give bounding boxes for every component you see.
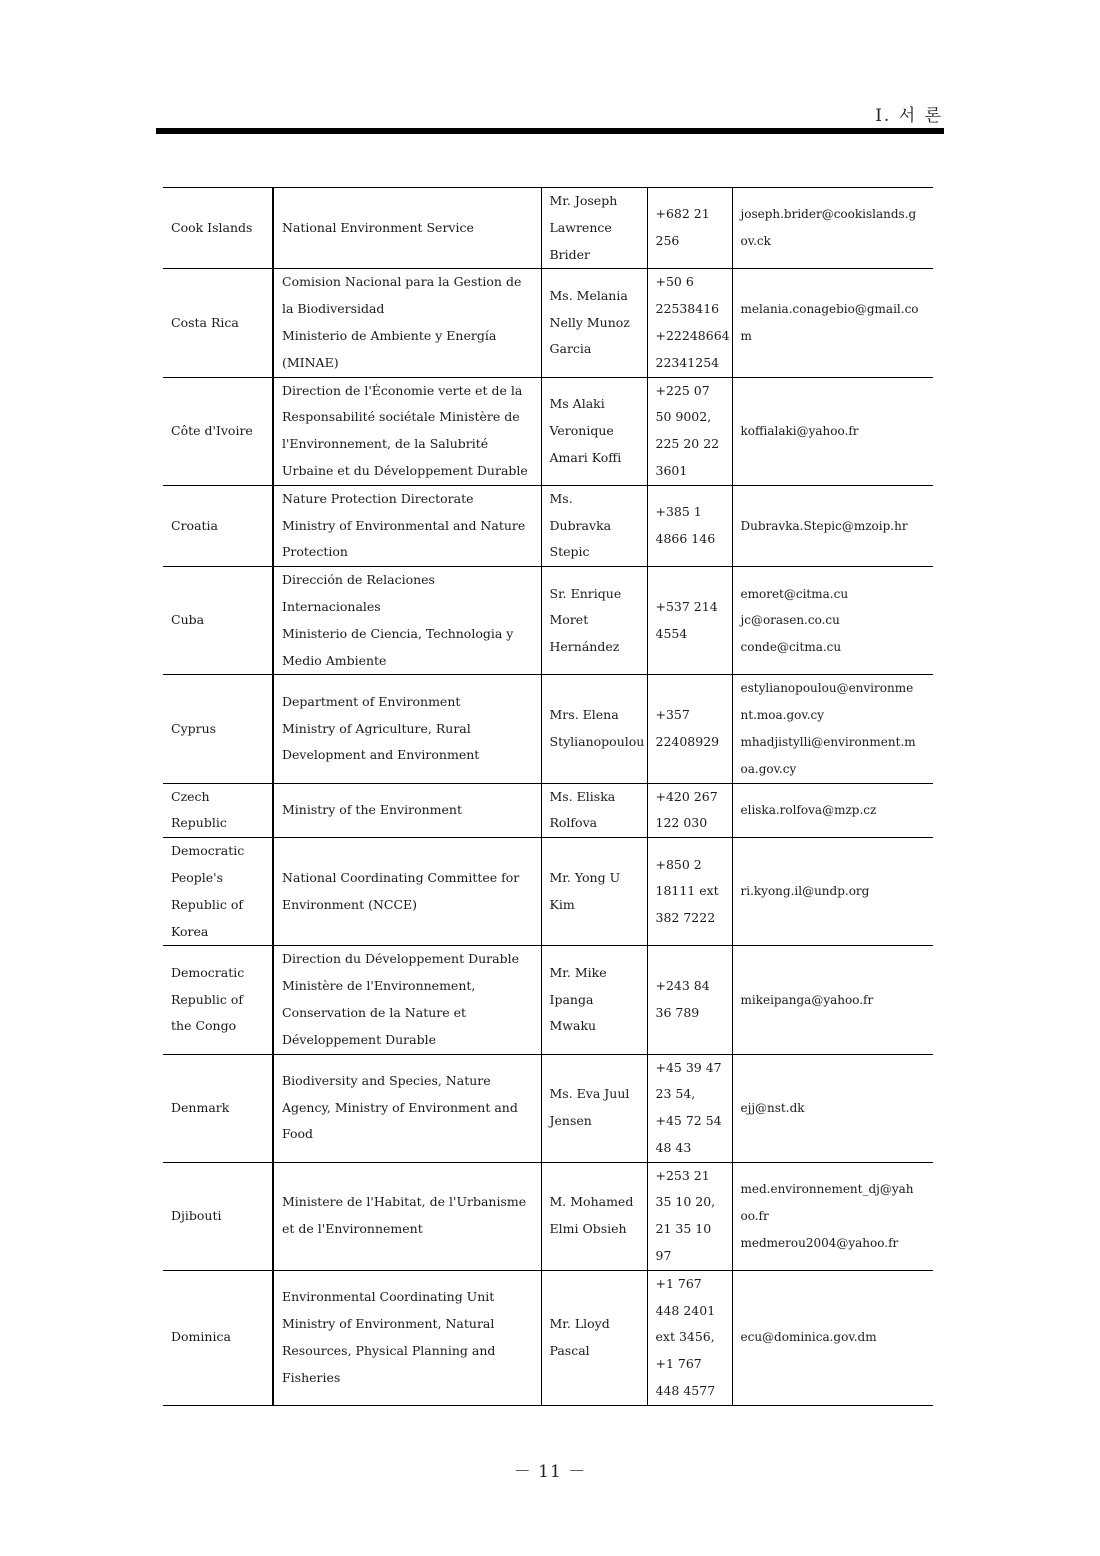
email-cell-line: m: [740, 328, 752, 343]
table-row: [163, 567, 933, 675]
agency-cell: [273, 1054, 541, 1162]
phone-cell: [647, 188, 732, 269]
agency-cell-line: National Environment Service: [282, 219, 474, 235]
country-cell-line: Cook Islands: [171, 219, 253, 235]
phone-cell-line: +225 07: [655, 382, 710, 398]
table-row: [163, 946, 933, 1054]
contact-person-cell: [541, 1054, 647, 1162]
email-cell: [732, 567, 933, 675]
phone-cell-line: 35 10 20,: [655, 1194, 716, 1210]
agency-cell: [273, 675, 541, 783]
phone-cell-line: 122 030: [655, 815, 708, 831]
contact-person-cell-line: Mwaku: [549, 1018, 597, 1034]
contact-person-cell-line: Ms. Eliska: [549, 788, 616, 804]
country-cell-line: Denmark: [171, 1099, 230, 1115]
email-cell: [732, 377, 933, 485]
phone-cell-line: +420 267: [655, 788, 718, 804]
agency-cell-line: Agency, Ministry of Environment and: [282, 1099, 518, 1115]
country-cell-line: Dominica: [171, 1329, 231, 1345]
country-cell-line: Djibouti: [171, 1207, 222, 1223]
country-cell: [163, 567, 273, 675]
agency-cell-line: l'Environnement, de la Salubrité: [282, 436, 489, 452]
table-row: [163, 1270, 933, 1405]
email-cell-line: joseph.brider@cookislands.g: [740, 207, 917, 222]
phone-cell-line: 3601: [655, 462, 688, 478]
country-cell: [163, 1162, 273, 1270]
country-cell: [163, 838, 273, 946]
email-cell-line: oa.gov.cy: [740, 761, 797, 776]
contact-person-cell-line: Stylianopoulou: [549, 733, 645, 749]
agency-cell-line: Ministère de l'Environnement,: [282, 978, 476, 994]
phone-cell-line: +385 1: [655, 504, 702, 520]
phone-cell-line: +22248664: [655, 327, 730, 343]
section-title: I. 서 론: [875, 106, 943, 126]
contact-person-cell-line: Moret: [549, 612, 589, 628]
phone-cell-line: +357: [655, 707, 690, 723]
country-cell-line: Korea: [171, 923, 209, 939]
phone-cell-line: 21 35 10: [655, 1221, 712, 1237]
contact-person-cell: [541, 783, 647, 838]
email-cell-line: nt.moa.gov.cy: [740, 708, 825, 723]
table-row: [163, 838, 933, 946]
agency-cell-line: Food: [282, 1126, 314, 1142]
contact-person-cell-line: Mr. Lloyd: [549, 1316, 610, 1332]
email-cell-line: ecu@dominica.gov.dm: [740, 1330, 877, 1345]
country-cell: [163, 377, 273, 485]
contact-person-cell: [541, 838, 647, 946]
contact-person-cell-line: Veronique: [549, 422, 614, 438]
country-cell: [163, 188, 273, 269]
country-cell-line: the Congo: [171, 1018, 237, 1034]
country-cell-line: People's: [171, 869, 224, 885]
email-cell-line: emoret@citma.cu: [740, 586, 849, 601]
contact-person-cell-line: Dubravka: [549, 517, 612, 533]
contact-person-cell-line: Stepic: [549, 544, 590, 560]
contact-person-cell-line: Mr. Mike: [549, 964, 607, 980]
phone-cell-line: +45 39 47: [655, 1059, 722, 1075]
contact-person-cell-line: Ipanga: [549, 991, 594, 1007]
country-cell: [163, 783, 273, 838]
contact-person-cell-line: Ms.: [549, 490, 573, 506]
email-cell-line: conde@citma.cu: [740, 640, 842, 655]
header-rule: [156, 128, 944, 134]
country-cell: [163, 675, 273, 783]
agency-cell-line: Biodiversity and Species, Nature: [282, 1072, 491, 1088]
country-cell: [163, 1054, 273, 1162]
email-cell: [732, 269, 933, 377]
agency-cell: [273, 377, 541, 485]
email-cell-line: jc@orasen.co.cu: [740, 613, 840, 628]
contact-person-cell-line: Ms Alaki: [549, 395, 605, 411]
agency-cell: [273, 1162, 541, 1270]
email-cell-line: ejj@nst.dk: [740, 1100, 805, 1115]
email-cell-line: med.environnement_dj@yah: [740, 1182, 914, 1197]
country-cell-line: Republic of: [171, 896, 243, 912]
agency-cell-line: Ministerio de Ciencia, Technologia y: [282, 625, 514, 641]
contact-person-cell-line: Amari Koffi: [549, 449, 622, 465]
table-row: [163, 377, 933, 485]
phone-cell: [647, 1270, 732, 1405]
phone-cell: [647, 269, 732, 377]
phone-cell-line: +682 21: [655, 206, 710, 222]
agency-cell-line: Resources, Physical Planning and: [282, 1342, 496, 1358]
phone-cell-line: +243 84: [655, 978, 710, 994]
contact-person-cell: [541, 377, 647, 485]
email-cell-line: koffialaki@yahoo.fr: [740, 423, 859, 438]
phone-cell-line: 23 54,: [655, 1086, 696, 1102]
agency-cell: [273, 188, 541, 269]
phone-cell-line: 50 9002,: [655, 409, 712, 425]
agency-cell: [273, 485, 541, 566]
agency-cell-line: Comision Nacional para la Gestion de: [282, 274, 522, 290]
email-cell: [732, 1162, 933, 1270]
agency-cell-line: Direction de l'Économie verte et de la: [282, 382, 523, 398]
agency-cell-line: Direction du Développement Durable: [282, 951, 519, 967]
phone-cell-line: 36 789: [655, 1004, 700, 1020]
contact-person-cell: [541, 675, 647, 783]
phone-cell: [647, 675, 732, 783]
country-cell: [163, 485, 273, 566]
page-number: － 11 －: [513, 1462, 587, 1482]
agency-cell-line: Ministere de l'Habitat, de l'Urbanisme: [282, 1194, 527, 1210]
agency-cell: [273, 269, 541, 377]
phone-cell-line: +253 21: [655, 1167, 710, 1183]
contact-person-cell-line: Ms. Melania: [549, 287, 628, 303]
agency-cell-line: Medio Ambiente: [282, 652, 387, 668]
email-cell-line: medmerou2004@yahoo.fr: [740, 1235, 899, 1250]
agency-cell-line: Environment (NCCE): [282, 896, 418, 912]
agency-cell-line: National Coordinating Committee for: [282, 869, 520, 885]
phone-cell-line: +1 767: [655, 1275, 702, 1291]
country-cell-line: Democratic: [171, 964, 245, 980]
contacts-table: [163, 187, 933, 1406]
email-cell-line: ov.ck: [740, 234, 771, 249]
contact-person-cell: [541, 946, 647, 1054]
contact-person-cell: [541, 188, 647, 269]
country-cell-line: Costa Rica: [171, 314, 239, 330]
contact-person-cell-line: Hernández: [549, 639, 620, 655]
phone-cell: [647, 838, 732, 946]
email-cell-line: estylianopoulou@environme: [740, 681, 914, 696]
phone-cell-line: 256: [655, 233, 680, 249]
phone-cell-line: 448 2401: [655, 1302, 716, 1318]
contact-person-cell: [541, 1162, 647, 1270]
country-cell-line: Czech: [171, 788, 210, 804]
email-cell-line: Dubravka.Stepic@mzoip.hr: [740, 518, 908, 533]
contact-person-cell-line: Pascal: [549, 1342, 590, 1358]
email-cell: [732, 946, 933, 1054]
phone-cell-line: 48 43: [655, 1139, 692, 1155]
country-cell-line: Republic of: [171, 991, 243, 1007]
agency-cell-line: Ministry of the Environment: [282, 801, 462, 817]
phone-cell-line: +850 2: [655, 856, 702, 872]
contact-person-cell: [541, 567, 647, 675]
contact-person-cell-line: Kim: [549, 896, 575, 912]
agency-cell-line: Nature Protection Directorate: [282, 490, 474, 506]
phone-cell-line: 448 4577: [655, 1383, 716, 1399]
email-cell-line: melania.conagebio@gmail.co: [740, 302, 919, 317]
table-row: [163, 1162, 933, 1270]
phone-cell: [647, 567, 732, 675]
contact-person-cell-line: Elmi Obsieh: [549, 1221, 627, 1237]
phone-cell: [647, 485, 732, 566]
table-row: [163, 783, 933, 838]
contact-person-cell-line: M. Mohamed: [549, 1194, 634, 1210]
email-cell: [732, 783, 933, 838]
phone-cell-line: 225 20 22: [655, 436, 720, 452]
country-cell: [163, 946, 273, 1054]
email-cell-line: mhadjistylli@environment.m: [740, 734, 916, 749]
agency-cell: [273, 783, 541, 838]
country-cell-line: Cuba: [171, 612, 205, 628]
agency-cell-line: Environmental Coordinating Unit: [282, 1289, 495, 1305]
agency-cell: [273, 1270, 541, 1405]
phone-cell-line: 22538416: [655, 301, 720, 317]
phone-cell-line: 4866 146: [655, 530, 716, 546]
agency-cell-line: Ministry of Agriculture, Rural: [282, 720, 471, 736]
agency-cell-line: (MINAE): [282, 354, 339, 370]
agency-cell-line: Ministry of Environmental and Nature: [282, 517, 526, 533]
agency-cell-line: Conservation de la Nature et: [282, 1004, 467, 1020]
contact-person-cell: [541, 1270, 647, 1405]
agency-cell-line: Ministerio de Ambiente y Energía: [282, 327, 497, 343]
phone-cell-line: ext 3456,: [655, 1329, 715, 1345]
phone-cell: [647, 783, 732, 838]
agency-cell-line: Protection: [282, 544, 348, 560]
table-row: [163, 188, 933, 269]
agency-cell: [273, 838, 541, 946]
country-cell-line: Republic: [171, 815, 227, 831]
table-row: [163, 1054, 933, 1162]
contact-person-cell-line: Brider: [549, 246, 591, 262]
email-cell: [732, 188, 933, 269]
email-cell: [732, 675, 933, 783]
agency-cell-line: Fisheries: [282, 1369, 341, 1385]
contact-person-cell: [541, 485, 647, 566]
country-cell-line: Côte d'Ivoire: [171, 422, 253, 438]
contacts-table-body: [163, 188, 933, 1406]
country-cell-line: Croatia: [171, 517, 218, 533]
contact-person-cell-line: Garcia: [549, 341, 592, 357]
contact-person-cell-line: Rolfova: [549, 815, 598, 831]
contact-person-cell-line: Mr. Joseph: [549, 193, 618, 208]
phone-cell-line: 382 7222: [655, 910, 716, 926]
contact-person-cell-line: Ms. Eva Juul: [549, 1086, 630, 1102]
agency-cell-line: et de l'Environnement: [282, 1221, 423, 1237]
phone-cell: [647, 946, 732, 1054]
contact-person-cell-line: Nelly Munoz: [549, 314, 630, 330]
phone-cell-line: 18111 ext: [655, 883, 719, 899]
email-cell: [732, 485, 933, 566]
email-cell-line: eliska.rolfova@mzp.cz: [740, 802, 877, 817]
contact-person-cell-line: Mr. Yong U: [549, 869, 621, 885]
table-row: [163, 485, 933, 566]
agency-cell-line: Dirección de Relaciones: [282, 572, 435, 588]
agency-cell-line: Développement Durable: [282, 1031, 436, 1047]
agency-cell-line: Department of Environment: [282, 693, 461, 709]
phone-cell: [647, 377, 732, 485]
agency-cell-line: Internacionales: [282, 598, 381, 614]
email-cell: [732, 1270, 933, 1405]
country-cell-line: Cyprus: [171, 720, 217, 736]
email-cell: [732, 1054, 933, 1162]
contact-person-cell: [541, 269, 647, 377]
email-cell-line: ri.kyong.il@undp.org: [740, 884, 870, 899]
phone-cell-line: +1 767: [655, 1356, 702, 1372]
contact-person-cell-line: Jensen: [549, 1113, 592, 1129]
phone-cell-line: 22341254: [655, 354, 720, 370]
agency-cell-line: Urbaine et du Développement Durable: [282, 462, 528, 478]
phone-cell-line: 22408929: [655, 733, 720, 749]
phone-cell-line: +50 6: [655, 274, 694, 290]
email-cell-line: mikeipanga@yahoo.fr: [740, 992, 874, 1007]
phone-cell-line: 4554: [655, 625, 688, 641]
contact-person-cell-line: Sr. Enrique: [549, 585, 622, 601]
phone-cell-line: 97: [655, 1248, 672, 1264]
phone-cell: [647, 1162, 732, 1270]
table-row: [163, 269, 933, 377]
agency-cell-line: Development and Environment: [282, 747, 480, 763]
country-cell-line: Democratic: [171, 843, 245, 859]
phone-cell-line: +537 214: [655, 598, 718, 614]
country-cell: [163, 269, 273, 377]
table-row: [163, 675, 933, 783]
agency-cell-line: Ministry of Environment, Natural: [282, 1316, 495, 1332]
contact-person-cell-line: Mrs. Elena: [549, 707, 619, 723]
phone-cell: [647, 1054, 732, 1162]
country-cell: [163, 1270, 273, 1405]
agency-cell: [273, 946, 541, 1054]
agency-cell-line: Responsabilité sociétale Ministère de: [282, 409, 520, 425]
email-cell-line: oo.fr: [740, 1208, 769, 1223]
phone-cell-line: +45 72 54: [655, 1113, 722, 1129]
contact-person-cell-line: Lawrence: [549, 219, 612, 235]
agency-cell: [273, 567, 541, 675]
agency-cell-line: la Biodiversidad: [282, 301, 385, 317]
email-cell: [732, 838, 933, 946]
